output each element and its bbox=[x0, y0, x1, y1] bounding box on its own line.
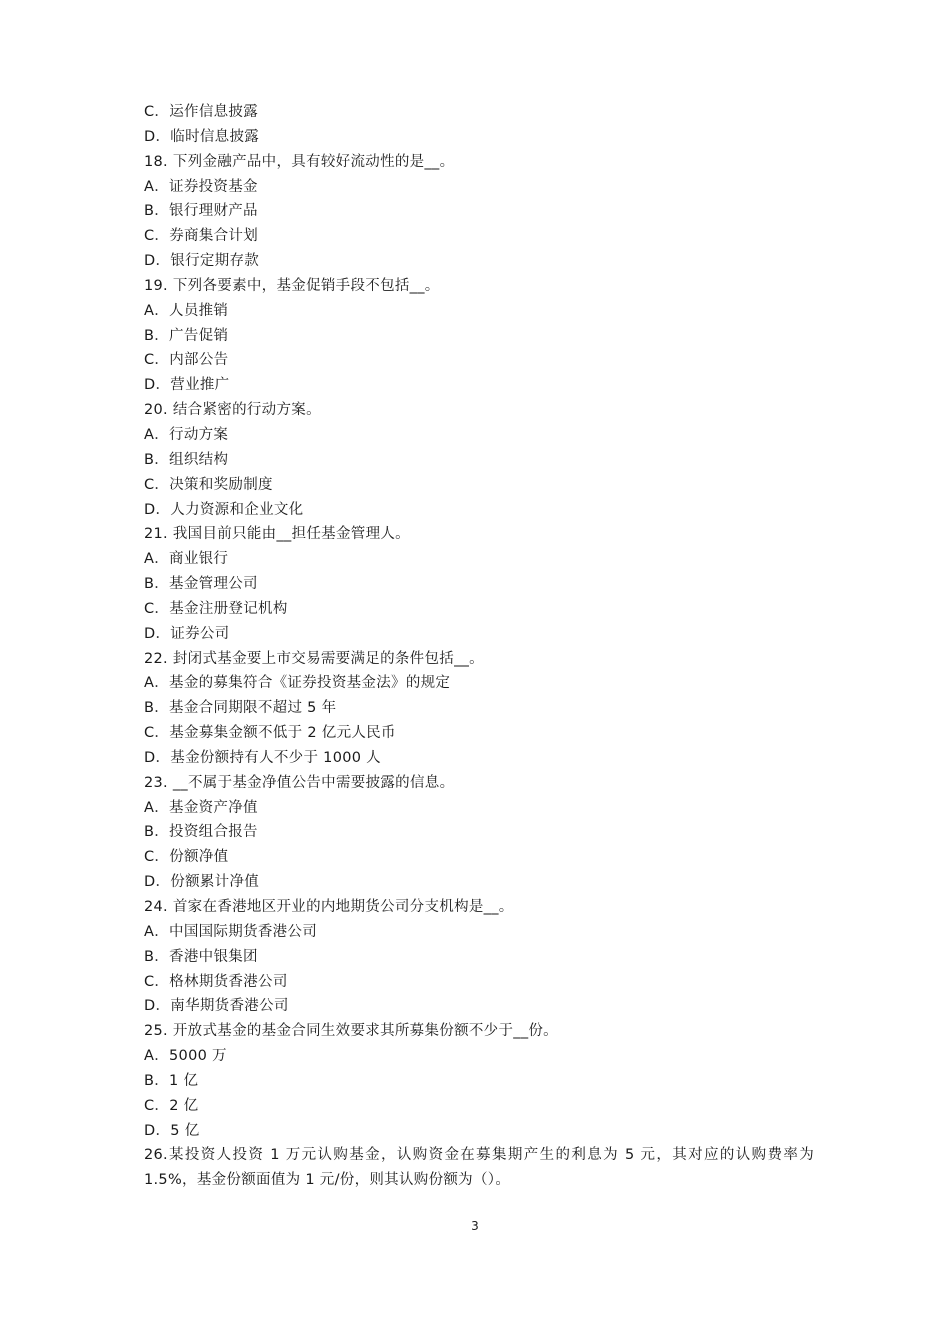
question-24: 24. 首家在香港地区开业的内地期货公司分支机构是__。 bbox=[144, 899, 514, 915]
option-line: D．份额累计净值 bbox=[144, 874, 260, 891]
option-line: D．证券公司 bbox=[144, 625, 230, 642]
question-18: 18. 下列金融产品中，具有较好流动性的是__。 bbox=[144, 153, 455, 170]
question-21: 21. 我国目前只能由__担任基金管理人。 bbox=[144, 526, 410, 543]
option-line: D．银行定期存款 bbox=[144, 253, 260, 270]
question-26: 26.某投资人投资 1 万元认购基金，认购资金在募集期产生的利息为 5 元，其对应的认购费率为 1.5%，基金份额面值为 1 元/份，则其认购份额为（）。 bbox=[144, 1147, 814, 1189]
option-line: B．香港中银集团 bbox=[144, 948, 258, 965]
option-line: A．中国国际期货香港公司 bbox=[144, 923, 318, 940]
option-line: B．1 亿 bbox=[144, 1072, 199, 1089]
option-line: D．南华期货香港公司 bbox=[144, 998, 289, 1015]
question-25: 25. 开放式基金的基金合同生效要求其所募集份额不少于__份。 bbox=[144, 1023, 558, 1040]
question-23: 23. __不属于基金净值公告中需要披露的信息。 bbox=[144, 774, 455, 791]
option-line: B．投资组合报告 bbox=[144, 824, 258, 841]
option-line: C．券商集合计划 bbox=[144, 228, 259, 245]
option-line: A．行动方案 bbox=[144, 426, 229, 443]
option-line: B．组织结构 bbox=[144, 451, 229, 468]
question-20: 20. 结合紧密的行动方案。 bbox=[144, 402, 321, 419]
option-line: C．基金募集金额不低于 2 亿元人民币 bbox=[144, 725, 396, 742]
option-line: C．内部公告 bbox=[144, 352, 229, 369]
option-line: B．基金合同期限不超过 5 年 bbox=[144, 700, 337, 717]
option-line: B．基金管理公司 bbox=[144, 576, 258, 593]
option-line: C．2 亿 bbox=[144, 1097, 199, 1114]
option-line: C．格林期货香港公司 bbox=[144, 973, 288, 990]
option-line: D．5 亿 bbox=[144, 1122, 200, 1139]
question-19: 19. 下列各要素中，基金促销手段不包括__。 bbox=[144, 277, 440, 294]
option-line: C．基金注册登记机构 bbox=[144, 600, 288, 617]
option-line: A．证券投资基金 bbox=[144, 178, 258, 195]
option-line: A．基金的募集符合《证券投资基金法》的规定 bbox=[144, 675, 451, 692]
option-line: C．决策和奖励制度 bbox=[144, 476, 273, 493]
option-line: D．营业推广 bbox=[144, 377, 230, 394]
page-content bbox=[144, 100, 814, 1193]
option-line: D．临时信息披露 bbox=[144, 128, 260, 145]
option-line: A．人员推销 bbox=[144, 302, 229, 319]
option-line: C．份额净值 bbox=[144, 849, 229, 866]
option-line: A．基金资产净值 bbox=[144, 799, 258, 816]
option-line: A．商业银行 bbox=[144, 551, 229, 568]
option-line: D．基金份额持有人不少于 1000 人 bbox=[144, 749, 381, 766]
page-number: 3 bbox=[471, 1219, 479, 1233]
option-line: B．银行理财产品 bbox=[144, 203, 258, 220]
option-line: C．运作信息披露 bbox=[144, 104, 259, 120]
option-line: B．广告促销 bbox=[144, 327, 229, 344]
question-22: 22. 封闭式基金要上市交易需要满足的条件包括__。 bbox=[144, 650, 484, 667]
option-line: D．人力资源和企业文化 bbox=[144, 501, 304, 518]
option-line: A．5000 万 bbox=[144, 1048, 227, 1065]
